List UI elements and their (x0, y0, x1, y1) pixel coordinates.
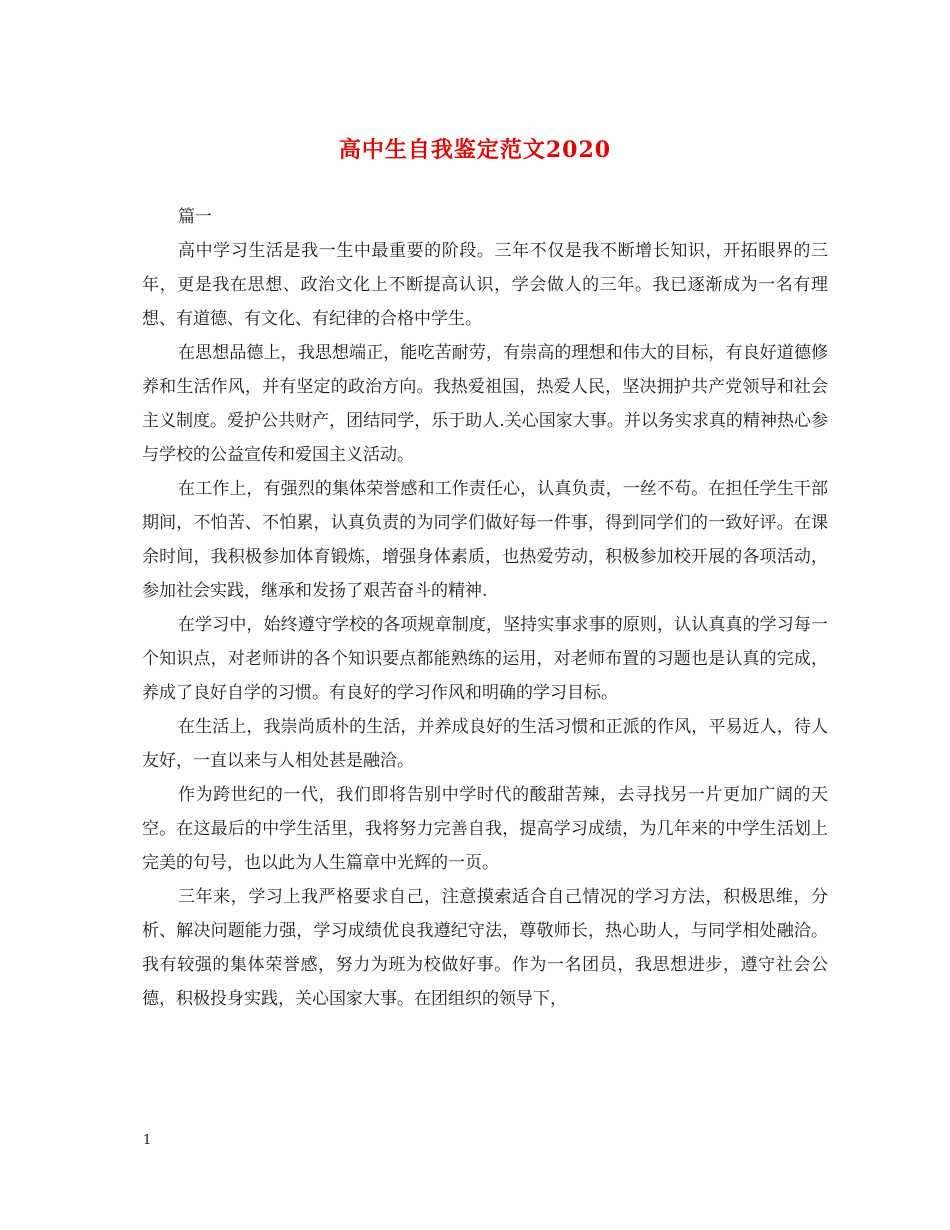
paragraph-5: 在生活上，我崇尚质朴的生活，并养成良好的生活习惯和正派的作风，平易近人，待人友好，一直以来与人相处甚是融洽。 (142, 717, 828, 771)
paragraph-6: 作为跨世纪的一代，我们即将告别中学时代的酸甜苦辣，去寻找另一片更加广阔的天空。在这最后的中学生活里，我将努力完善自我，提高学习成绩，为几年来的中学生活划上完美的句号，也以此为人生篇章中光辉的一页。 (142, 785, 828, 873)
paragraph-2: 在思想品德上，我思想端正，能吃苦耐劳，有崇高的理想和伟大的目标，有良好道德修养和生活作风，并有坚定的政治方向。我热爱祖国，热爱人民，坚决拥护共产党领导和社会主义制度。爱护公共财产，团结同学，乐于助人.关心国家大事。并以务实求真的精神热心参与学校的公益宣传和爱国主义活动。 (142, 343, 828, 465)
paragraph-3: 在工作上，有强烈的集体荣誉感和工作责任心，认真负责，一丝不苟。在担任学生干部期间，不怕苦、不怕累，认真负责的为同学们做好每一件事，得到同学们的一致好评。在课余时间，我积极参加体育锻炼，增强身体素质，也热爱劳动，积极参加校开展的各项活动，参加社会实践，继承和发扬了艰苦奋斗的精神. (142, 479, 828, 601)
page-number: 1 (143, 1133, 152, 1148)
paragraph-7: 三年来，学习上我严格要求自己，注意摸索适合自己情况的学习方法，积极思维，分析、解决问题能力强，学习成绩优良我遵纪守法，尊敬师长，热心助人，与同学相处融洽。我有较强的集体荣誉感，努力为班为校做好事。作为一名团员，我思想进步，遵守社会公德，积极投身实践，关心国家大事。在团组织的领导下， (142, 887, 828, 1009)
paragraph-1: 高中学习生活是我一生中最重要的阶段。三年不仅是我不断增长知识，开拓眼界的三年，更是我在思想、政治文化上不断提高认识，学会做人的三年。我已逐渐成为一名有理想、有道德、有文化、有纪律的合格中学生。 (142, 241, 828, 329)
document-body (142, 200, 828, 1016)
paragraph-4: 在学习中，始终遵守学校的各项规章制度，坚持实事求事的原则，认认真真的学习每一个知识点，对老师讲的各个知识要点都能熟练的运用，对老师布置的习题也是认真的完成，养成了良好自学的习惯。有良好的学习作风和明确的学习目标。 (142, 615, 828, 703)
section-label: 篇一 (178, 207, 212, 227)
document-title: 高中生自我鉴定范文2020 (338, 137, 612, 163)
